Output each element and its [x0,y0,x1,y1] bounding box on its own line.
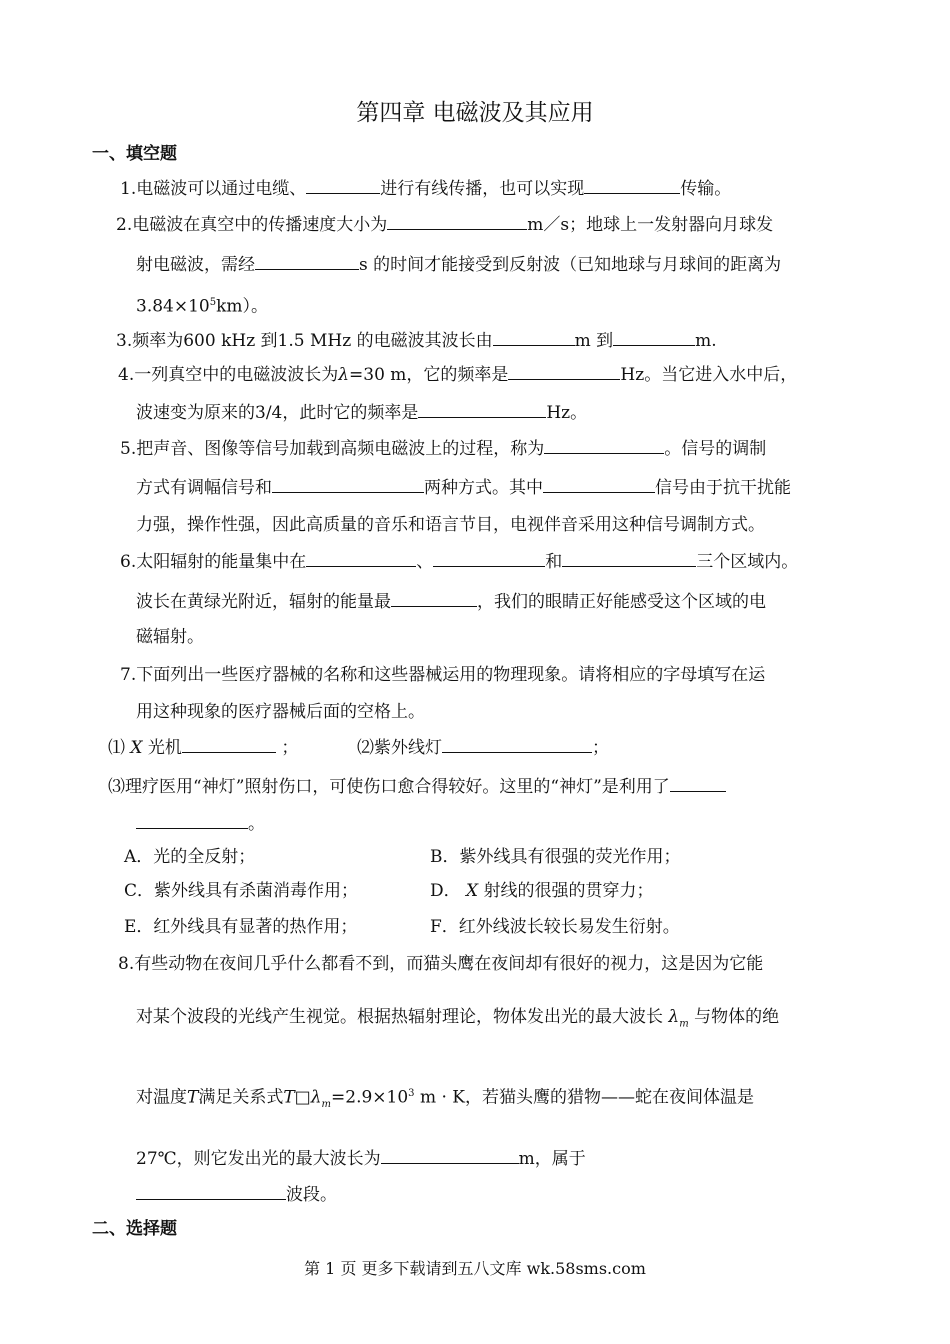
question-5-line-2: 方式有调幅信号和 两种方式。其中 信号由于抗干扰能 [136,478,791,498]
question-7-part-3: ⑶理疗医用“神灯”照射伤口，可使伤口愈合得较好。这里的“神灯”是利用了 [108,775,726,798]
answer-blank[interactable] [613,329,695,346]
page-footer: 第 1 页 更多下载请到五八文库 wk.58sms.com [304,1259,646,1278]
question-7-part-3-cont: 。 [136,812,265,835]
answer-blank[interactable] [306,550,416,567]
option-a: A．光的全反射； [124,847,256,867]
question-2-line-1: 2.电磁波在真空中的传播速度大小为 m／s；地球上一发射器向月球发 [116,215,774,235]
answer-blank[interactable] [433,550,545,567]
question-2-line-2: 射电磁波，需经 s 的时间才能接受到反射波（已知地球与月球间的距离为 [136,255,782,275]
answer-blank[interactable] [306,177,380,194]
question-8-line-4: 27℃，则它发出光的最大波长为 m，属于 [136,1149,586,1169]
answer-blank[interactable] [255,253,359,270]
question-8-line-3: 对温度T满足关系式$T□\lambda_m=2.9\times 10^3$ m · K，若猫头鹰的猎物——蛇在夜间体温是 [136,1087,754,1111]
question-8-line-2: 对某个波段的光线产生视觉。根据热辐射理论，物体发出光的最大波长 $\lambda_m$ 与物体的绝 [136,1007,780,1030]
answer-blank[interactable] [584,177,680,194]
option-d: D． X 射线的很强的贯穿力； [430,881,654,901]
answer-blank[interactable] [543,476,655,493]
question-5-line-1: 5.把声音、图像等信号加载到高频电磁波上的过程，称为 。信号的调制 [120,439,767,459]
section-fill-in: 一、填空题 [92,144,177,164]
answer-blank[interactable] [418,401,546,418]
option-c: C．紫外线具有杀菌消毒作用； [124,881,359,901]
question-4-line-1: 4.一列真空中的电磁波波长为λ=30 m，它的频率是 Hz。当它进入水中后， [118,365,798,385]
question-8-line-5: 波段。 [136,1183,337,1206]
question-1: 1.电磁波可以通过电缆、 进行有线传播，也可以实现 传输。 [120,179,732,199]
chapter-title: 第四章 电磁波及其应用 [356,100,594,126]
question-6-line-3: 磁辐射。 [136,627,204,647]
option-b: B．紫外线具有很强的荧光作用； [430,847,681,867]
question-7-part-2: ⑵紫外线灯 ； [357,738,609,758]
answer-blank[interactable] [136,812,248,829]
answer-blank[interactable] [544,437,664,454]
answer-blank[interactable] [508,363,620,380]
question-6-line-1: 6.太阳辐射的能量集中在 、 和 三个区域内。 [120,552,799,572]
answer-blank[interactable] [272,476,424,493]
section-multiple-choice: 二、选择题 [92,1219,177,1239]
answer-blank[interactable] [182,736,276,753]
question-6-line-2: 波长在黄绿光附近，辐射的能量最 ，我们的眼睛正好能感受这个区域的电 [136,592,766,612]
question-5-line-3: 力强，操作性强，因此高质量的音乐和语言节目，电视伴音采用这种信号调制方式。 [136,515,765,535]
answer-blank[interactable] [136,1183,286,1200]
answer-blank[interactable] [387,213,527,230]
question-7-line-2: 用这种现象的医疗器械后面的空格上。 [136,702,425,722]
question-8-line-1: 8.有些动物在夜间几乎什么都看不到，而猫头鹰在夜间却有很好的视力，这是因为它能 [118,954,764,974]
question-7-line-1: 7.下面列出一些医疗器械的名称和这些器械运用的物理现象。请将相应的字母填写在运 [120,665,766,685]
question-7-part-1: ⑴ X 光机 ； [108,738,299,758]
answer-blank[interactable] [391,590,477,607]
answer-blank[interactable] [442,736,592,753]
answer-blank[interactable] [381,1147,519,1164]
question-3: 3.频率为600 kHz 到1.5 MHz 的电磁波其波长由 m 到 m. [116,331,717,351]
option-f: F．红外线波长较长易发生衍射。 [430,917,680,937]
answer-blank[interactable] [493,329,575,346]
answer-blank[interactable] [670,775,726,792]
option-e: E．红外线具有显著的热作用； [124,917,358,937]
answer-blank[interactable] [562,550,696,567]
question-4-line-2: 波速变为原来的3/4，此时它的频率是 Hz。 [136,403,588,423]
question-2-line-3: $3.84\times 10^5km$）。 [136,296,269,317]
